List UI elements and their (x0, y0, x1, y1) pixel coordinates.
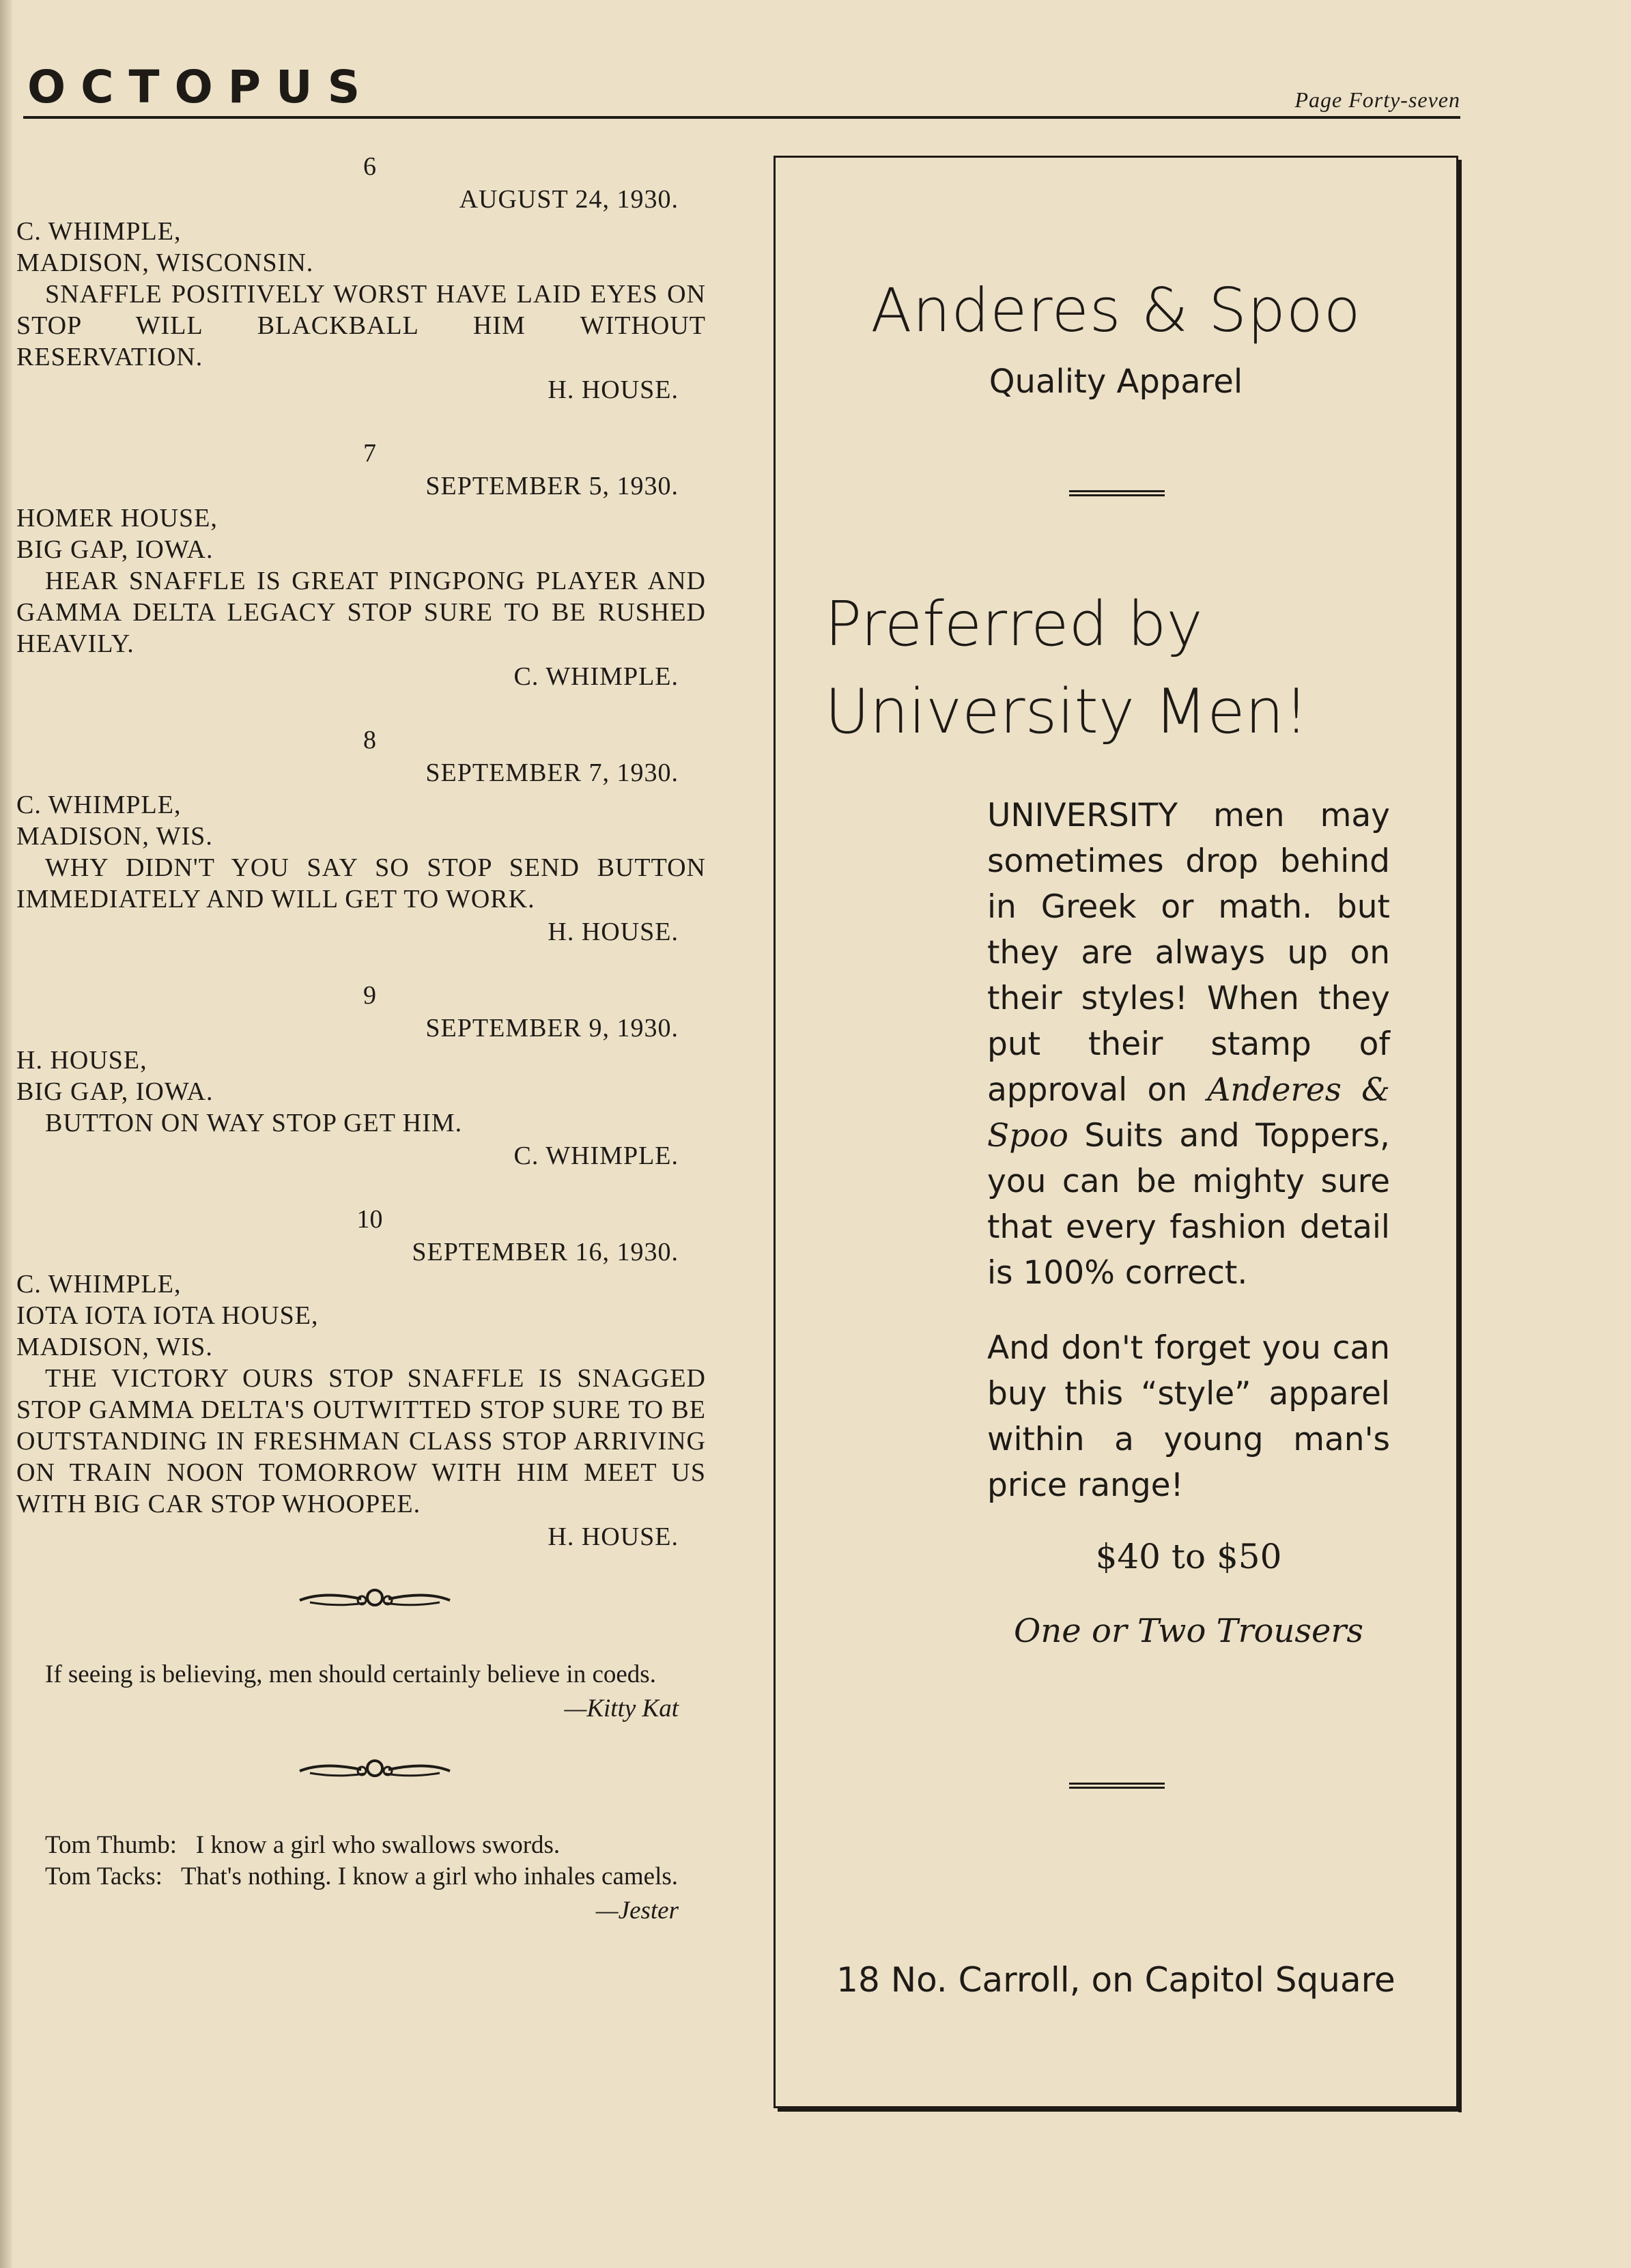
telegram-body: BUTTON ON WAY STOP GET HIM. (45, 1109, 463, 1137)
ad-box-shadow-right (1458, 160, 1462, 2112)
telegram-list (16, 150, 706, 1554)
joke-coeds (16, 1659, 706, 1727)
binding-gutter (0, 0, 12, 2268)
ad-copy-paragraph-2: And don't forget you can buy this “style” apparel within a young man's price range! (987, 1329, 1390, 1504)
joke-coeds-text: If seeing is believing, men should certainly believe in coeds. (45, 1660, 656, 1688)
joke-swords (16, 1830, 706, 1929)
ad-copy-1-brand: Anderes & Spoo (987, 1071, 1390, 1154)
ad-double-rule-bottom (1069, 1783, 1165, 1789)
scroll-ornament-icon (296, 1584, 453, 1611)
ad-double-rule-top (1069, 490, 1165, 496)
telegram-signature: H. HOUSE. (548, 1522, 679, 1551)
telegram-body: WHY DIDN'T YOU SAY SO STOP SEND BUTTON IMMEDIATELY AND WILL GET TO WORK. (16, 853, 706, 913)
joke-coeds-attribution: —Kitty Kat (564, 1695, 679, 1723)
telegram-addressee-line: IOTA IOTA IOTA HOUSE, (16, 1301, 319, 1330)
telegram-date: SEPTEMBER 16, 1930. (412, 1238, 679, 1266)
left-column (16, 150, 706, 1929)
ad-headline-line-2: University Men! (825, 676, 1309, 748)
telegram-body: HEAR SNAFFLE IS GREAT PINGPONG PLAYER AND GAMMA DELTA LEGACY STOP SURE TO BE RUSHED HEAVILY. (16, 567, 706, 658)
telegram-number: 8 (363, 726, 376, 754)
header-rule (23, 116, 1460, 119)
ornament-divider (16, 1584, 706, 1618)
telegram-signature: C. WHIMPLE. (513, 1142, 679, 1170)
joke-swords-attribution: —Jester (595, 1897, 679, 1925)
telegram-number: 7 (363, 439, 376, 468)
telegram-date: SEPTEMBER 9, 1930. (425, 1014, 679, 1043)
telegram (16, 724, 706, 949)
telegram (16, 979, 706, 1173)
telegram (16, 150, 706, 407)
speaker-tom-tacks: Tom Tacks: (45, 1862, 162, 1890)
telegram-body: SNAFFLE POSITIVELY WORST HAVE LAID EYES ON STOP WILL BLACKBALL HIM WITHOUT RESERVATION. (16, 280, 706, 371)
ad-address: 18 No. Carroll, on Capitol Square (836, 1960, 1395, 2000)
telegram-signature: H. HOUSE. (548, 375, 679, 404)
telegram-addressee-line: C. WHIMPLE, (16, 217, 182, 246)
telegram-addressee-line: H. HOUSE, (16, 1046, 147, 1075)
telegram-addressee-line: MADISON, WISCONSIN. (16, 249, 314, 277)
ornament-divider-2 (16, 1755, 706, 1789)
dialogue-line-2 (16, 1861, 706, 1893)
telegram-date: AUGUST 24, 1930. (459, 185, 679, 214)
telegram-date: SEPTEMBER 5, 1930. (425, 472, 679, 500)
telegram-date: SEPTEMBER 7, 1930. (425, 759, 679, 787)
telegram-addressee-line: MADISON, WIS. (16, 1333, 213, 1361)
telegram-addressee-line: C. WHIMPLE, (16, 1270, 182, 1299)
telegram-addressee-line: BIG GAP, IOWA. (16, 535, 214, 564)
telegram-addressee-line: BIG GAP, IOWA. (16, 1077, 214, 1106)
speaker-tom-thumb: Tom Thumb: (45, 1831, 178, 1859)
ad-box-shadow-bottom (778, 2108, 1462, 2112)
telegram-addressee-line: C. WHIMPLE, (16, 791, 182, 819)
ad-brand-name: Anderes & Spoo (870, 275, 1361, 345)
ad-tagline: Quality Apparel (989, 363, 1243, 401)
ad-price: $40 to $50 (1095, 1537, 1282, 1576)
ad-copy-1-post: Suits and Toppers, you can be mighty sure that every fashion detail is 100% correct. (987, 1117, 1390, 1292)
dialogue-text-1: I know a girl who swallows swords. (195, 1831, 561, 1859)
page-number: Page Forty-seven (1294, 87, 1460, 112)
ad-headline (825, 581, 1309, 756)
dialogue-text-2: That's nothing. I know a girl who inhales camels. (181, 1862, 679, 1890)
ad-copy-paragraph-1 (987, 793, 1390, 1296)
telegram (16, 437, 706, 694)
telegram-number: 6 (363, 152, 376, 181)
telegram-number: 10 (356, 1205, 383, 1234)
telegram-addressee-line: HOMER HOUSE, (16, 504, 218, 533)
scroll-ornament-icon-2 (296, 1755, 453, 1782)
telegram-body: THE VICTORY OURS STOP SNAFFLE IS SNAGGED STOP GAMMA DELTA'S OUTWITTED STOP SURE TO BE OUTSTANDING IN FRESHMAN CLASS STOP ARRIVING ON TRAIN NOON TOMORROW WITH HIM MEET US WITH BIG CAR STOP WHOOPEE. (16, 1364, 706, 1518)
ad-copy-1-pre: UNIVERSITY men may sometimes drop behind in Greek or math. but they are always up on their styles! When they put their stamp of approval on (987, 797, 1390, 1109)
telegram-addressee-line: MADISON, WIS. (16, 822, 213, 851)
ad-trousers-note: One or Two Trousers (1014, 1612, 1363, 1650)
dialogue-line-1 (16, 1830, 706, 1861)
ad-headline-line-1: Preferred by (825, 589, 1203, 660)
telegram-number: 9 (363, 981, 376, 1010)
telegram-signature: H. HOUSE. (548, 918, 679, 946)
telegram (16, 1203, 706, 1554)
advertisement-box (774, 156, 1458, 2108)
masthead-logo: OCTOPUS (27, 61, 375, 113)
telegram-signature: C. WHIMPLE. (513, 662, 679, 691)
